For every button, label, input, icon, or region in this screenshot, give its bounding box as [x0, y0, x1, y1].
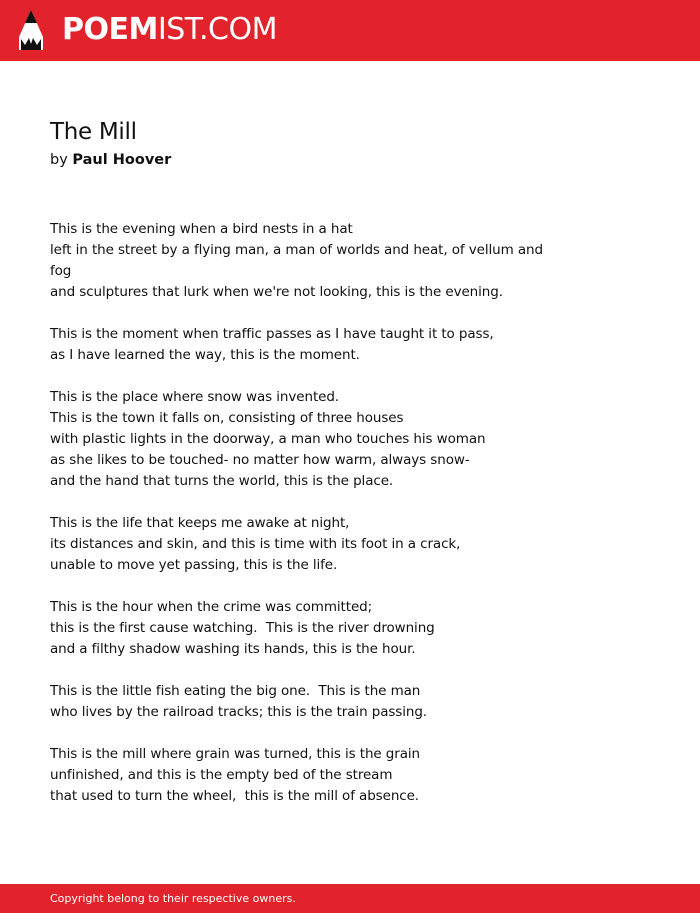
stanza — [50, 744, 560, 807]
pencil-tip-icon — [18, 9, 44, 51]
stanza — [50, 681, 560, 723]
poem-byline — [50, 150, 171, 170]
site-header — [0, 0, 700, 61]
poem-line: who lives by the railroad tracks; this is the train passing. — [50, 704, 428, 720]
poem-title: The Mill — [50, 119, 137, 145]
poem-line: This is the town it falls on, consisting of three houses — [50, 410, 404, 426]
poem-line: its distances and skin, and this is time with its foot in a crack, — [50, 536, 461, 552]
site-logo[interactable] — [62, 12, 277, 48]
poem-line: as I have learned the way, this is the moment. — [50, 347, 360, 363]
poem-author: Paul Hoover — [72, 152, 172, 168]
stanza — [50, 219, 560, 303]
poem-line: This is the mill where grain was turned, this is the grain — [50, 746, 420, 762]
poem-line: that used to turn the wheel, this is the mill of absence. — [50, 788, 419, 804]
site-footer — [0, 884, 700, 913]
poem-line: this is the first cause watching. This is the river drowning — [50, 620, 435, 636]
byline-prefix: by — [50, 152, 68, 168]
poem-line: This is the hour when the crime was committed; — [50, 599, 373, 615]
logo-bold-text: POEM — [62, 12, 158, 47]
stanza — [50, 324, 560, 366]
poem-line: This is the moment when traffic passes as I have taught it to pass, — [50, 326, 494, 342]
poem-line: This is the place where snow was invented. — [50, 389, 340, 405]
poem-line: unable to move yet passing, this is the life. — [50, 557, 338, 573]
poem-body — [50, 219, 560, 828]
poem-line: This is the little fish eating the big one. This is the man — [50, 683, 421, 699]
logo-light-text: IST.COM — [157, 12, 277, 47]
poem-line: and the hand that turns the world, this is the place. — [50, 473, 394, 489]
poem-line: with plastic lights in the doorway, a man who touches his woman — [50, 431, 486, 447]
stanza — [50, 513, 560, 576]
stanza — [50, 387, 560, 492]
poem-line: and sculptures that lurk when we're not looking, this is the evening. — [50, 284, 503, 300]
poem-line: This is the life that keeps me awake at night, — [50, 515, 350, 531]
poem-line: left in the street by a flying man, a man of worlds and heat, of vellum and fog — [50, 242, 548, 279]
poem-line: This is the evening when a bird nests in a hat — [50, 221, 353, 237]
copyright-text: Copyright belong to their respective owners. — [50, 892, 296, 905]
poem-line: and a filthy shadow washing its hands, this is the hour. — [50, 641, 416, 657]
poem-line: unfinished, and this is the empty bed of the stream — [50, 767, 393, 783]
stanza — [50, 597, 560, 660]
poem-line: as she likes to be touched- no matter how warm, always snow- — [50, 452, 470, 468]
